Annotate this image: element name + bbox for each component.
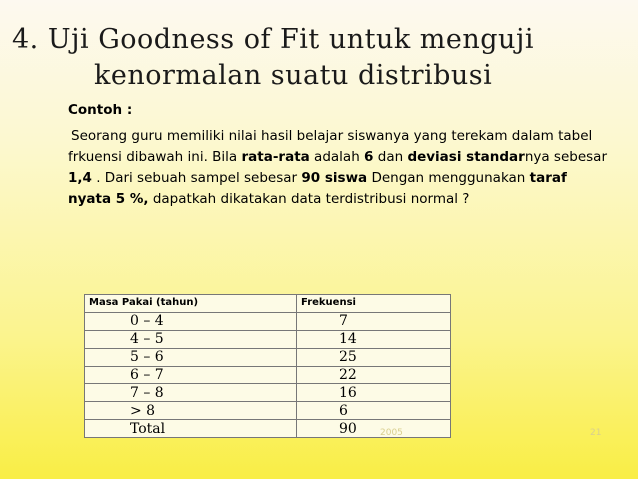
- title-line-2: kenormalan suatu distribusi: [94, 60, 493, 91]
- paragraph-text: dan: [373, 149, 408, 165]
- paragraph-text: adalah: [309, 149, 365, 165]
- table-row: [85, 330, 451, 348]
- highlighted-term: 1,4: [68, 170, 92, 186]
- paragraph-text: Seorang guru memiliki nilai hasil belajar siswanya yang terekam dalam tabel frkuensi dibawah ini. Bila: [68, 128, 593, 165]
- paragraph-text: nya sebesar: [524, 149, 607, 165]
- cell-frekuensi: 16: [297, 384, 451, 402]
- title-line-1: 4. Uji Goodness of Fit untuk menguji: [12, 24, 534, 55]
- cell-frekuensi: 6: [297, 402, 451, 420]
- paragraph-text: Dengan menggunakan: [367, 170, 530, 186]
- cell-frekuensi: 7: [297, 312, 451, 330]
- cell-frekuensi: 25: [297, 348, 451, 366]
- table-row: [85, 366, 451, 384]
- frequency-table: [84, 294, 451, 438]
- example-label: Contoh :: [68, 102, 133, 118]
- cell-masa-pakai: 7 – 8: [85, 384, 297, 402]
- footer-date: 2005: [380, 428, 403, 438]
- table-row: [85, 312, 451, 330]
- paragraph-text: dapatkah dikatakan data terdistribusi normal ?: [148, 191, 470, 207]
- column-header: Masa Pakai (tahun): [85, 295, 297, 313]
- highlighted-term: deviasi standar: [407, 149, 525, 165]
- table-row: [85, 384, 451, 402]
- highlighted-term: 6: [364, 149, 374, 165]
- table-header-row: [85, 295, 451, 313]
- highlighted-term: taraf nyata 5 %,: [68, 170, 567, 207]
- cell-masa-pakai: 4 – 5: [85, 330, 297, 348]
- highlighted-term: rata-rata: [241, 149, 310, 165]
- column-header: Frekuensi: [297, 295, 451, 313]
- example-paragraph: [68, 126, 608, 210]
- paragraph-text: . Dari sebuah sampel sebesar: [91, 170, 302, 186]
- table-row: [85, 348, 451, 366]
- cell-masa-pakai: 5 – 6: [85, 348, 297, 366]
- cell-masa-pakai: 0 – 4: [85, 312, 297, 330]
- slide-title: [12, 22, 632, 94]
- cell-frekuensi: 22: [297, 366, 451, 384]
- cell-masa-pakai: > 8: [85, 402, 297, 420]
- example-block: [68, 100, 608, 210]
- cell-masa-pakai: 6 – 7: [85, 366, 297, 384]
- cell-frekuensi: 14: [297, 330, 451, 348]
- cell-masa-pakai: Total: [85, 420, 297, 438]
- table-row: [85, 402, 451, 420]
- highlighted-term: 90 siswa: [301, 170, 368, 186]
- slide-number: 21: [590, 428, 602, 438]
- cell-frekuensi: 90: [297, 420, 451, 438]
